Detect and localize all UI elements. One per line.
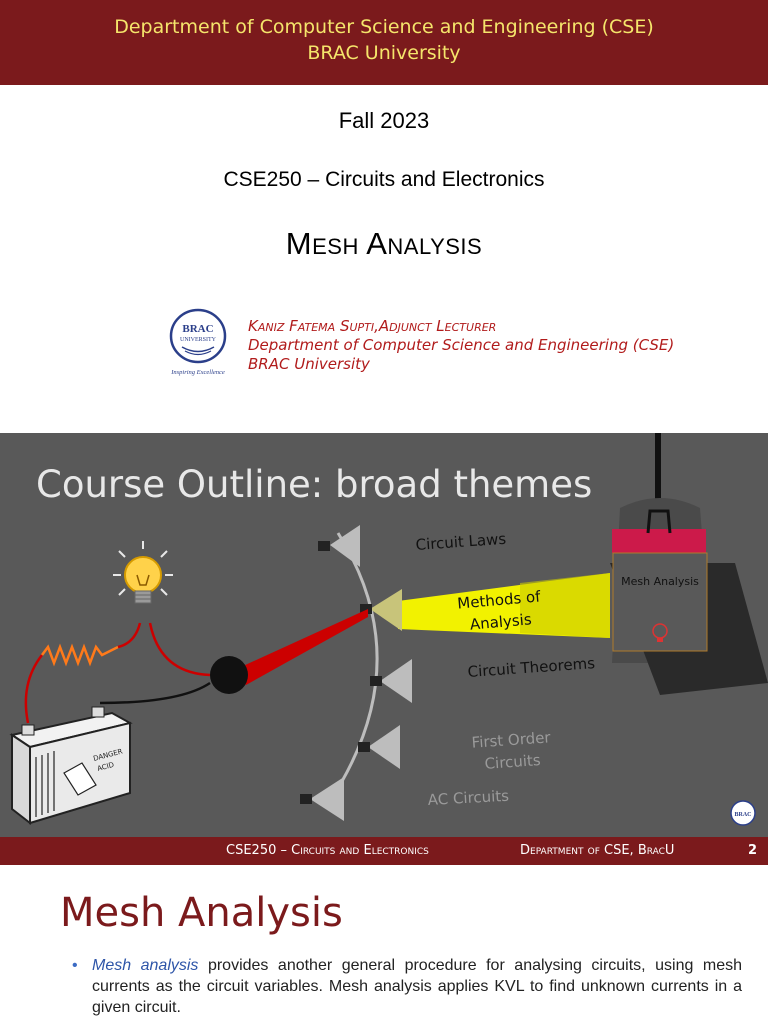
author-university: BRAC University (248, 355, 370, 373)
svg-text:UNIVERSITY: UNIVERSITY (180, 337, 216, 343)
outline-arc (330, 533, 377, 801)
theme-circuit-theorems: Circuit Theorems (467, 654, 596, 681)
spotlight-clip-bar (612, 529, 706, 553)
projector-ball (210, 656, 248, 694)
slide1-header (0, 0, 768, 85)
spotlight-panel (613, 553, 707, 651)
theme-ac-circuits: AC Circuits (427, 786, 510, 809)
battery-label: DANGER (92, 747, 124, 763)
header-university: BRAC University (307, 42, 461, 64)
black-wire (100, 683, 210, 703)
svg-text:BRAC: BRAC (182, 323, 214, 335)
author-department: Department of Computer Science and Engineering (CSE) (248, 336, 675, 354)
spotlight-label: Mesh Analysis (621, 575, 699, 588)
bullet-body: provides another general procedure for analysing circuits, using mesh currents as the circuit variables. Mesh analysis applies KVL to find unknown currents in a given circuit. (92, 957, 743, 1016)
brac-university-logo (158, 306, 238, 378)
header-department: Department of Computer Science and Engineering (CSE) (114, 16, 654, 38)
svg-text:First Order: First Order (471, 728, 552, 752)
car-battery-icon (12, 707, 130, 823)
course-label: CSE250 – Circuits and Electronics (223, 168, 545, 191)
corner-logo-icon (731, 801, 755, 825)
svg-text:Analysis: Analysis (469, 610, 533, 634)
svg-text:Inspiring Excellence: Inspiring Excellence (171, 369, 225, 376)
svg-text:ACID: ACID (96, 760, 115, 773)
red-wire (150, 623, 210, 675)
slide2-title: Course Outline: broad themes (36, 463, 593, 506)
svg-text:Methods of: Methods of (456, 587, 542, 613)
speaker-ac (300, 777, 344, 821)
theme-first-order-circuits (471, 728, 553, 773)
speaker-circuit-laws (318, 525, 360, 567)
resistor-icon (42, 647, 118, 663)
term-label: Fall 2023 (338, 108, 430, 133)
bullet-item (72, 955, 742, 1018)
page-number: 2 (748, 843, 758, 858)
slide2-footer (0, 837, 768, 865)
footer-course: CSE250 – Circuits and Electronics (226, 843, 429, 858)
course-outline-slide (0, 433, 768, 837)
bullet-icon: • (72, 957, 78, 974)
svg-text:Circuits: Circuits (484, 751, 542, 773)
laser-beam (232, 609, 368, 685)
svg-text:BRAC: BRAC (734, 812, 752, 818)
slide1-title: Mesh Analysis (285, 226, 483, 261)
bullet-term: Mesh analysis (92, 957, 199, 974)
light-bulb-icon (113, 541, 173, 603)
theme-circuit-laws: Circuit Laws (415, 529, 507, 554)
author-name: Kaniz Fatema Supti,Adjunct Lecturer (248, 317, 497, 335)
bullet-text (72, 955, 742, 1018)
course-outline-illustration (0, 433, 768, 837)
footer-department: Department of CSE, BracU (520, 843, 675, 858)
slide3-title: Mesh Analysis (60, 890, 343, 936)
author-block (248, 317, 674, 374)
